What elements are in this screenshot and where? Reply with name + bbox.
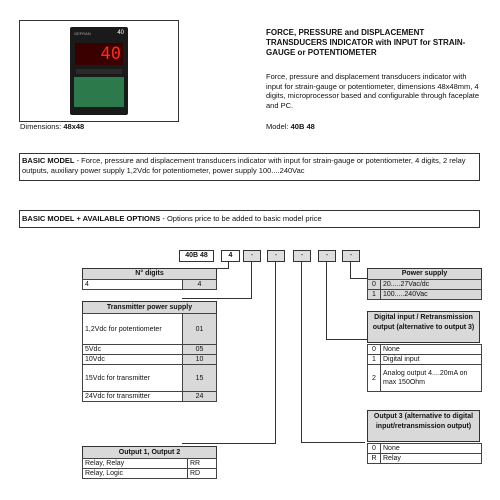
device-keypad [74,77,124,107]
outputs-table [82,458,217,479]
basic-model-box: BASIC MODEL - Force, pressure and displacement transducers indicator with input for strain-gauge or potentiometer, 4 digits, 2 relay outputs, auxiliary power supply 1,2Vdc for potentiometer, power supply 100....240Vac [19,153,480,181]
table-row[interactable]: R Relay [368,454,482,464]
table-row[interactable]: 5Vdc 05 [83,345,217,355]
product-image [19,20,179,122]
device-body [70,27,128,115]
table-row[interactable]: Relay, Relay RR [83,459,217,469]
outputs-header: Output 1, Output 2 [82,446,217,459]
device-led-row [76,69,122,74]
table-row[interactable]: 0 None [368,345,482,355]
transmitter-header: Transmitter power supply [82,301,217,314]
device-brand: GEFRAN [74,31,91,36]
table-row[interactable]: 15Vdc for transmitter 15 [83,365,217,392]
table-row[interactable]: Relay, Logic RD [83,469,217,479]
code-model: 40B 48 [179,250,214,262]
digits-header: N° digits [82,268,217,280]
table-row[interactable]: 2 Analog output 4....20mA on max 150Ohm [368,365,482,392]
table-row[interactable]: 0 None [368,444,482,454]
device-badge: 40 [117,30,124,36]
table-row[interactable]: 1 Digital input [368,355,482,365]
table-row[interactable]: 1 100.....240Vac [368,290,482,300]
digital-table [367,344,482,392]
digital-header: Digital input / Retransmission output (alternative to output 3) [367,311,480,343]
table-row[interactable]: 1,2Vdc for potentiometer 01 [83,314,217,345]
code-digits[interactable]: 4 [221,250,240,262]
code-output3[interactable]: - [293,250,311,262]
transmitter-table [82,313,217,402]
table-row[interactable]: 0 20.....27Vac/dc [368,280,482,290]
options-box: BASIC MODEL + AVAILABLE OPTIONS - Options price to be added to basic model price [19,210,480,228]
model-text: Model: 40B 48 [266,122,315,131]
code-digital[interactable]: - [318,250,336,262]
digits-table [82,279,217,290]
table-row[interactable]: 24Vdc for transmitter 24 [83,392,217,402]
table-row[interactable]: 4 4 [83,280,217,290]
dimensions-text: Dimensions: 48x48 [20,122,85,131]
output3-table [367,443,482,464]
output3-header: Output 3 (alternative to digital input/retransmission output) [367,410,480,442]
code-outputs[interactable]: - [267,250,285,262]
code-transmitter[interactable]: - [243,250,261,262]
product-title: FORCE, PRESSURE and DISPLACEMENT TRANSDUCERS INDICATOR with INPUT for STRAIN-GAUGE or POTENTIOMETER [266,28,466,57]
table-row[interactable]: 10Vdc 10 [83,355,217,365]
code-power[interactable]: - [342,250,360,262]
power-header: Power supply [367,268,482,280]
product-description: Force, pressure and displacement transducers indicator with input for strain-gauge or potentiometer, dimensions 48x48mm, 4 digits, microprocessor based and configurable through faceplate and PC. [266,72,480,110]
device-display: 40 [75,43,123,65]
power-table [367,279,482,300]
